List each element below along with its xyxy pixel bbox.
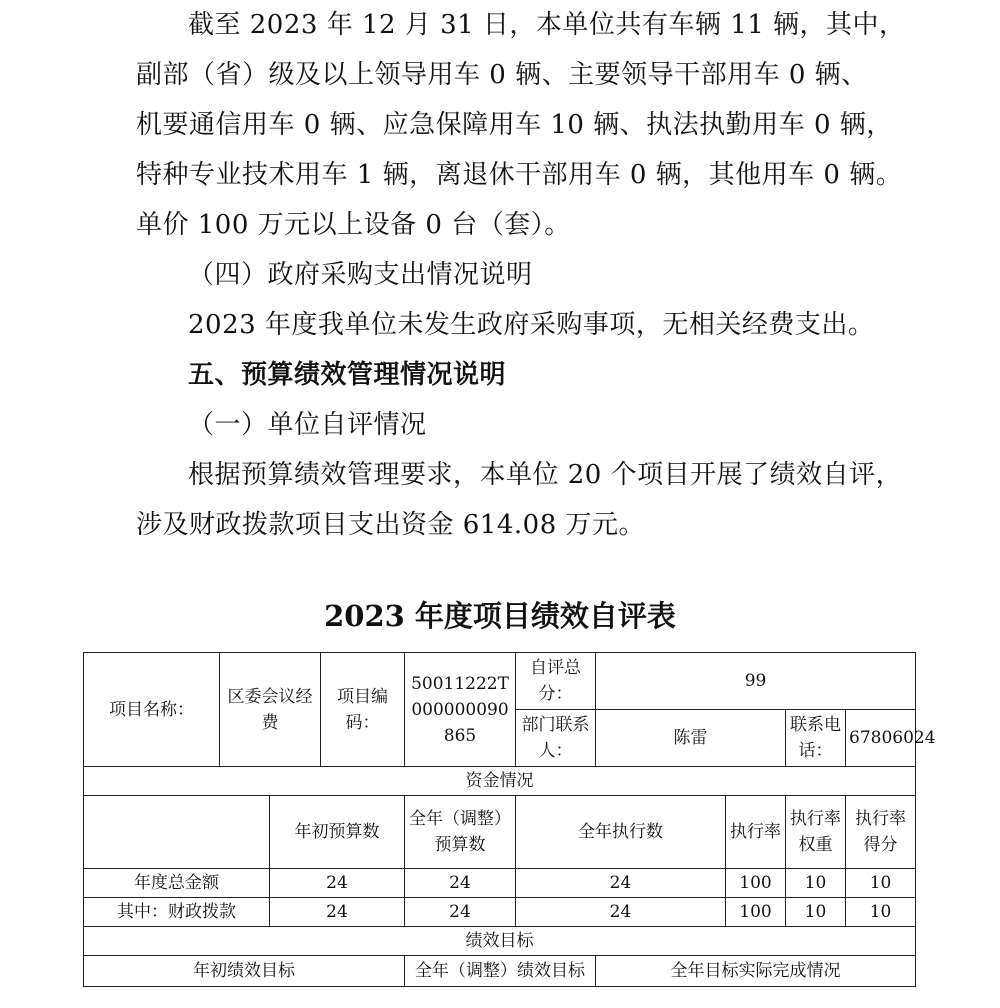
section5-title: 五、预算绩效管理情况说明 [188,360,507,390]
cell-initial-budget: 24 [270,898,405,927]
funds-header: 资金情况 [84,767,916,796]
project-name-value: 区委会议经费 [220,653,321,767]
cell-executed: 24 [516,869,726,898]
targets-header: 绩效目标 [84,927,916,956]
table-row [84,898,916,927]
cell-rate-score: 10 [846,898,916,927]
dept-contact-value: 陈雷 [596,710,786,767]
col-header-executed: 全年执行数 [516,796,726,869]
section5-text-line-1: 根据预算绩效管理要求，本单位 20 个项目开展了绩效自评， [188,460,903,490]
cell-exec-rate: 100 [726,869,786,898]
dept-contact-label: 部门联系人： [516,710,596,767]
score-value: 99 [596,653,916,710]
section4-title: （四）政府采购支出情况说明 [188,260,533,290]
targets-col-actual: 全年目标实际完成情况 [596,956,916,987]
paragraph-line-3: 机要通信用车 0 辆、应急保障用车 10 辆、执法执勤用车 0 辆， [136,110,893,140]
score-label: 自评总分： [516,653,596,710]
project-name-label: 项目名称： [84,653,220,767]
table-title: 2023 年度项目绩效自评表 [324,599,676,633]
cell-rate-score: 10 [846,869,916,898]
col-header-initial-budget: 年初预算数 [270,796,405,869]
funds-corner-cell [84,796,270,869]
row-label: 其中：财政拨款 [84,898,270,927]
phone-value: 67806024 [846,710,916,767]
cell-adjusted-budget: 24 [405,869,516,898]
paragraph-line-1: 截至 2023 年 12 月 31 日，本单位共有车辆 11 辆，其中， [188,10,906,40]
performance-table [83,652,936,987]
cell-initial-budget: 24 [270,869,405,898]
row-label: 年度总金额 [84,869,270,898]
section5-text-line-2: 涉及财政拨款项目支出资金 614.08 万元。 [136,510,646,540]
project-code-label: 项目编码： [321,653,405,767]
section4-text: 2023 年度我单位未发生政府采购事项，无相关经费支出。 [188,310,875,340]
phone-label: 联系电话： [786,710,846,767]
col-header-exec-rate: 执行率 [726,796,786,869]
col-header-rate-weight: 执行率权重 [786,796,846,869]
paragraph-line-4: 特种专业技术用车 1 辆，离退休干部用车 0 辆，其他用车 0 辆。 [136,160,903,190]
col-header-rate-score: 执行率得分 [846,796,916,869]
targets-col-adjusted: 全年（调整）绩效目标 [405,956,596,987]
table-row [84,869,916,898]
cell-rate-weight: 10 [786,869,846,898]
cell-adjusted-budget: 24 [405,898,516,927]
cell-exec-rate: 100 [726,898,786,927]
paragraph-line-2: 副部（省）级及以上领导用车 0 辆、主要领导干部用车 0 辆、 [136,60,868,90]
targets-col-initial: 年初绩效目标 [84,956,405,987]
cell-executed: 24 [516,898,726,927]
section5-subtitle: （一）单位自评情况 [188,410,427,440]
col-header-adjusted-budget: 全年（调整）预算数 [405,796,516,869]
cell-rate-weight: 10 [786,898,846,927]
project-code-value: 50011222T000000090865 [405,653,516,767]
paragraph-line-5: 单价 100 万元以上设备 0 台（套）。 [136,210,571,240]
